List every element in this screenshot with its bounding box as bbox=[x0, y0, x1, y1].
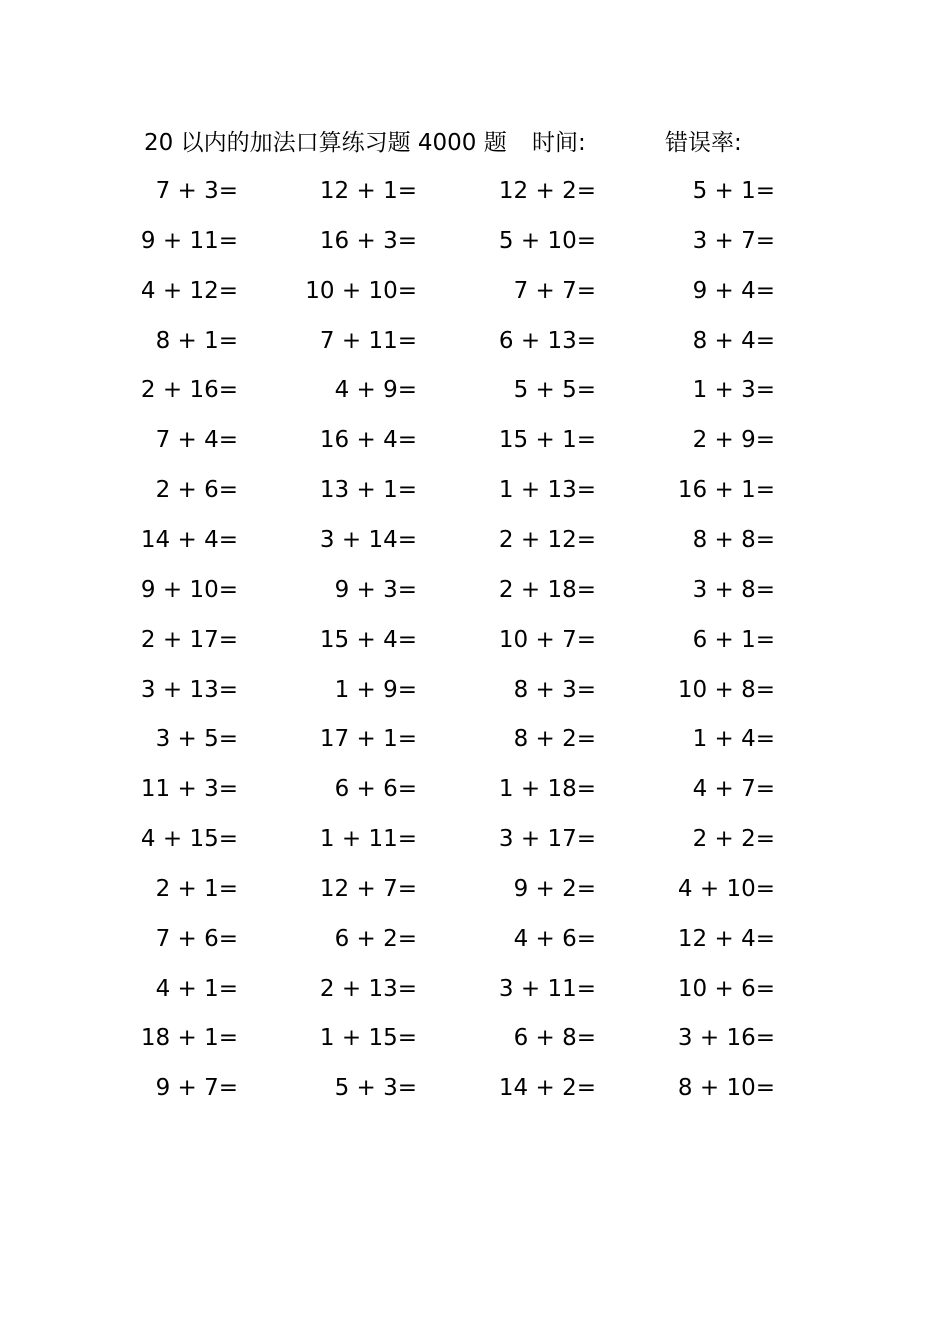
problem-item: 12 + 7= bbox=[319, 876, 417, 902]
problem-item: 9 + 2= bbox=[513, 876, 596, 902]
problem-item: 5 + 1= bbox=[692, 178, 775, 204]
problem-item: 7 + 3= bbox=[155, 178, 238, 204]
problem-item: 9 + 3= bbox=[334, 577, 417, 603]
problem-item: 3 + 16= bbox=[677, 1025, 775, 1051]
problem-item: 4 + 10= bbox=[677, 876, 775, 902]
problem-item: 6 + 2= bbox=[334, 926, 417, 952]
problem-item: 10 + 7= bbox=[498, 627, 596, 653]
problem-item: 6 + 6= bbox=[334, 776, 417, 802]
problem-item: 4 + 1= bbox=[155, 976, 238, 1002]
problem-item: 3 + 13= bbox=[140, 677, 238, 703]
problem-item: 16 + 4= bbox=[319, 427, 417, 453]
problem-item: 1 + 3= bbox=[692, 377, 775, 403]
problem-item: 3 + 8= bbox=[692, 577, 775, 603]
problem-item: 2 + 13= bbox=[319, 976, 417, 1002]
problem-item: 2 + 6= bbox=[155, 477, 238, 503]
problem-item: 13 + 1= bbox=[319, 477, 417, 503]
problem-item: 9 + 7= bbox=[155, 1075, 238, 1101]
problem-item: 5 + 5= bbox=[513, 377, 596, 403]
problem-item: 16 + 1= bbox=[677, 477, 775, 503]
problem-item: 17 + 1= bbox=[319, 726, 417, 752]
problem-item: 3 + 7= bbox=[692, 228, 775, 254]
problem-item: 14 + 4= bbox=[140, 527, 238, 553]
problem-item: 12 + 1= bbox=[319, 178, 417, 204]
problem-item: 2 + 17= bbox=[140, 627, 238, 653]
problem-item: 18 + 1= bbox=[140, 1025, 238, 1051]
problem-item: 5 + 10= bbox=[498, 228, 596, 254]
problem-item: 1 + 9= bbox=[334, 677, 417, 703]
problem-item: 3 + 14= bbox=[319, 527, 417, 553]
problem-item: 4 + 12= bbox=[140, 278, 238, 304]
problem-item: 9 + 10= bbox=[140, 577, 238, 603]
problem-item: 1 + 18= bbox=[498, 776, 596, 802]
problem-item: 6 + 8= bbox=[513, 1025, 596, 1051]
problem-item: 6 + 13= bbox=[498, 328, 596, 354]
problem-item: 7 + 4= bbox=[155, 427, 238, 453]
problem-item: 2 + 16= bbox=[140, 377, 238, 403]
problem-item: 4 + 15= bbox=[140, 826, 238, 852]
problem-item: 8 + 2= bbox=[513, 726, 596, 752]
worksheet-title: 20 以内的加法口算练习题 4000 题 bbox=[144, 130, 507, 156]
problem-item: 4 + 9= bbox=[334, 377, 417, 403]
problem-item: 15 + 4= bbox=[319, 627, 417, 653]
problem-item: 7 + 6= bbox=[155, 926, 238, 952]
problem-item: 2 + 1= bbox=[155, 876, 238, 902]
problem-item: 3 + 11= bbox=[498, 976, 596, 1002]
problem-item: 1 + 13= bbox=[498, 477, 596, 503]
problem-item: 10 + 8= bbox=[677, 677, 775, 703]
problem-item: 12 + 2= bbox=[498, 178, 596, 204]
problem-item: 7 + 11= bbox=[319, 328, 417, 354]
problem-item: 4 + 6= bbox=[513, 926, 596, 952]
problem-item: 11 + 3= bbox=[140, 776, 238, 802]
problem-item: 1 + 11= bbox=[319, 826, 417, 852]
problem-item: 2 + 12= bbox=[498, 527, 596, 553]
problem-item: 7 + 7= bbox=[513, 278, 596, 304]
problem-item: 9 + 4= bbox=[692, 278, 775, 304]
problem-item: 4 + 7= bbox=[692, 776, 775, 802]
error-rate-label: 错误率: bbox=[665, 130, 742, 156]
problem-item: 8 + 10= bbox=[677, 1075, 775, 1101]
problem-item: 1 + 4= bbox=[692, 726, 775, 752]
problem-item: 6 + 1= bbox=[692, 627, 775, 653]
problem-item: 8 + 8= bbox=[692, 527, 775, 553]
problem-item: 8 + 1= bbox=[155, 328, 238, 354]
problem-item: 15 + 1= bbox=[498, 427, 596, 453]
problem-item: 2 + 2= bbox=[692, 826, 775, 852]
problem-item: 8 + 3= bbox=[513, 677, 596, 703]
problem-item: 2 + 9= bbox=[692, 427, 775, 453]
problem-item: 1 + 15= bbox=[319, 1025, 417, 1051]
problem-item: 14 + 2= bbox=[498, 1075, 596, 1101]
problem-item: 3 + 5= bbox=[155, 726, 238, 752]
problem-item: 12 + 4= bbox=[677, 926, 775, 952]
problem-item: 3 + 17= bbox=[498, 826, 596, 852]
problem-item: 8 + 4= bbox=[692, 328, 775, 354]
problem-item: 5 + 3= bbox=[334, 1075, 417, 1101]
problem-item: 16 + 3= bbox=[319, 228, 417, 254]
problem-item: 10 + 10= bbox=[305, 278, 417, 304]
time-label: 时间: bbox=[532, 130, 586, 156]
problem-item: 2 + 18= bbox=[498, 577, 596, 603]
problem-item: 9 + 11= bbox=[140, 228, 238, 254]
problem-item: 10 + 6= bbox=[677, 976, 775, 1002]
